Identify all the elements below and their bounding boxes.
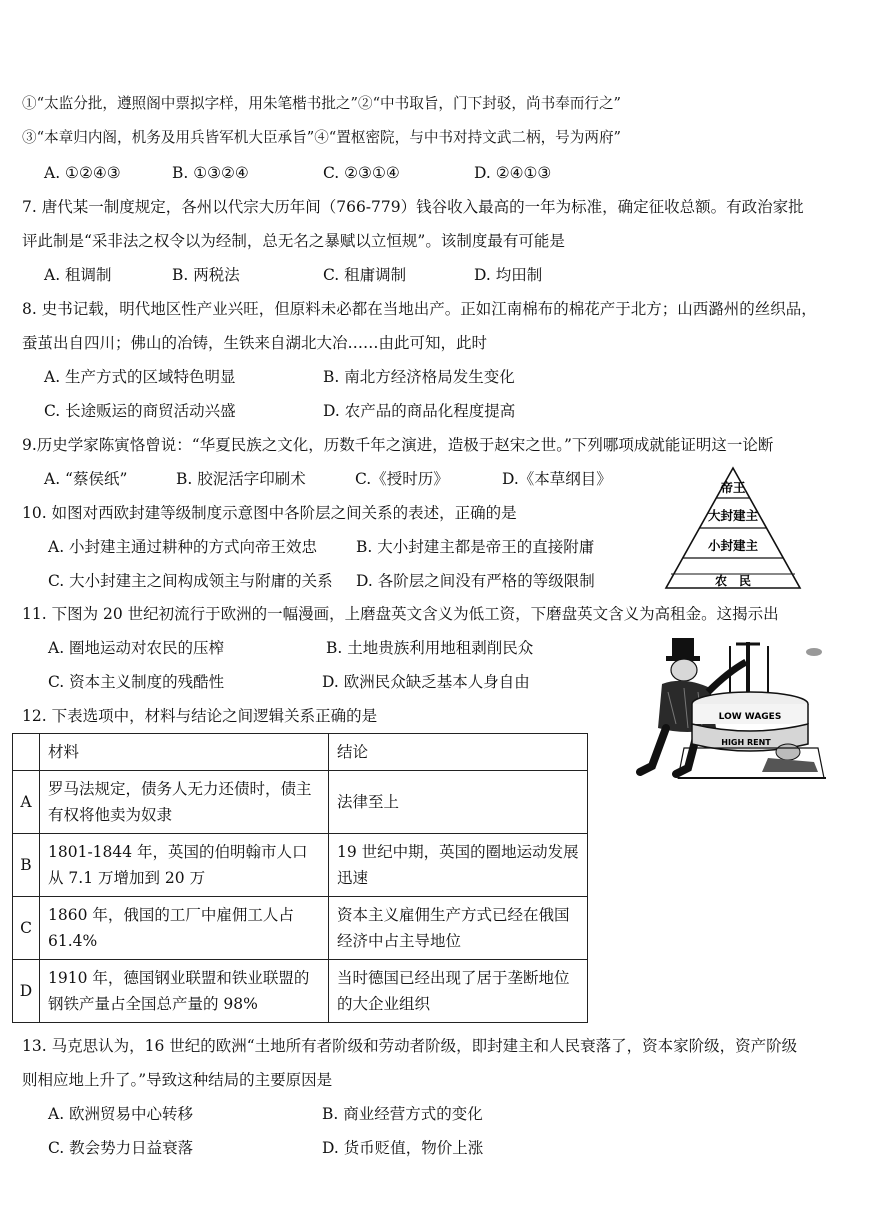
q7-stem-line-1: 7. 唐代某一制度规定，各州以代宗大历年间（766-779）钱谷收入最高的一年为标准，确定征收总额。有政治家批 bbox=[22, 198, 804, 216]
pyramid-level-emperor: 帝王 bbox=[720, 480, 746, 495]
row-d-conclusion: 当时德国已经出现了居于垄断地位的大企业组织 bbox=[329, 960, 588, 1023]
table-row bbox=[13, 834, 588, 897]
table-row bbox=[13, 771, 588, 834]
q7-option-c: C. 租庸调制 bbox=[323, 266, 407, 284]
q8-option-c: C. 长途贩运的商贸活动兴盛 bbox=[44, 402, 236, 420]
row-b-conclusion: 19 世纪中期，英国的圈地运动发展迅速 bbox=[329, 834, 588, 897]
row-label-b: B bbox=[13, 834, 40, 897]
q7-option-a: A. 租调制 bbox=[44, 266, 112, 284]
q12-table bbox=[12, 733, 588, 1023]
pyramid-level-great-lords: 大封建主 bbox=[707, 508, 759, 523]
q10-option-b: B. 大小封建主都是帝王的直接附庸 bbox=[356, 538, 595, 556]
q13-stem-line-1: 13. 马克思认为，16 世纪的欧洲“土地所有者阶级和劳动者阶级，即封建主和人民衰落了，资本家阶级，资产阶级 bbox=[22, 1037, 798, 1055]
q8-option-a: A. 生产方式的区域特色明显 bbox=[44, 368, 236, 386]
row-c-conclusion: 资本主义雇佣生产方式已经在俄国经济中占主导地位 bbox=[329, 897, 588, 960]
q9-option-c: C.《授时历》 bbox=[355, 470, 449, 488]
q10-option-a: A. 小封建主通过耕种的方式向帝王效忠 bbox=[48, 538, 318, 556]
q9-stem: 9.历史学家陈寅恪曾说：“华夏民族之文化，历数千年之演进，造极于赵宋之世。”下列哪项成就能证明这一论断 bbox=[22, 436, 774, 454]
q13-option-b: B. 商业经营方式的变化 bbox=[322, 1105, 483, 1123]
q8-option-b: B. 南北方经济格局发生变化 bbox=[323, 368, 515, 386]
table-header-conclusion: 结论 bbox=[329, 734, 588, 771]
cartoon-lower-stone-label: HIGH RENT bbox=[721, 738, 771, 747]
q13-option-a: A. 欧洲贸易中心转移 bbox=[48, 1105, 194, 1123]
q6-option-b: B. ①③②④ bbox=[172, 164, 249, 182]
q6-line-2: ③“本章归内阁，机务及用兵皆军机大臣承旨”④“置枢密院，与中书对持文武二柄，号为两府” bbox=[22, 129, 622, 146]
table-row bbox=[13, 960, 588, 1023]
row-label-d: D bbox=[13, 960, 40, 1023]
q7-stem-line-2: 评此制是“采非法之权令以为经制，总无名之暴赋以立恒规”。该制度最有可能是 bbox=[22, 232, 565, 250]
q11-option-c: C. 资本主义制度的残酷性 bbox=[48, 673, 225, 691]
q11-option-b: B. 土地贵族利用地租剥削民众 bbox=[326, 639, 534, 657]
q11-option-a: A. 圈地运动对农民的压榨 bbox=[48, 639, 225, 657]
row-a-conclusion: 法律至上 bbox=[329, 771, 588, 834]
q9-option-a: A. “蔡侯纸” bbox=[44, 470, 128, 488]
q7-option-b: B. 两税法 bbox=[172, 266, 240, 284]
row-label-a: A bbox=[13, 771, 40, 834]
row-d-material: 1910 年，德国钢业联盟和铁业联盟的钢铁产量占全国总产量的 98% bbox=[40, 960, 329, 1023]
q8-option-d: D. 农产品的商品化程度提高 bbox=[323, 402, 516, 420]
table-row bbox=[13, 897, 588, 960]
table-header-row bbox=[13, 734, 588, 771]
q6-line-1: ①“太监分批，遵照阁中票拟字样，用朱笔楷书批之”②“中书取旨，门下封驳，尚书奉而行之” bbox=[22, 95, 622, 112]
q10-option-c: C. 大小封建主之间构成领主与附庸的关系 bbox=[48, 572, 333, 590]
q10-option-d: D. 各阶层之间没有严格的等级限制 bbox=[356, 572, 595, 590]
row-label-c: C bbox=[13, 897, 40, 960]
pyramid-level-small-lords: 小封建主 bbox=[707, 538, 759, 553]
table-header-material: 材料 bbox=[40, 734, 329, 771]
row-b-material: 1801-1844 年，英国的伯明翰市人口从 7.1 万增加到 20 万 bbox=[40, 834, 329, 897]
q13-option-d: D. 货币贬值，物价上涨 bbox=[322, 1139, 484, 1157]
q8-stem-line-2: 蚕茧出自四川；佛山的冶铸，生铁来自湖北大冶……由此可知，此时 bbox=[22, 334, 488, 352]
q11-option-d: D. 欧洲民众缺乏基本人身自由 bbox=[322, 673, 530, 691]
q6-option-a: A. ①②④③ bbox=[44, 164, 121, 182]
q13-stem-line-2: 则相应地上升了。”导致这种结局的主要原因是 bbox=[22, 1071, 333, 1089]
q12-stem: 12. 下表选项中，材料与结论之间逻辑关系正确的是 bbox=[22, 707, 378, 725]
pyramid-level-peasants: 农 民 bbox=[714, 574, 752, 588]
q9-option-b: B. 胶泥活字印刷术 bbox=[176, 470, 306, 488]
q11-stem: 11. 下图为 20 世纪初流行于欧洲的一幅漫画，上磨盘英文含义为低工资，下磨盘英文含义为高租金。这揭示出 bbox=[22, 605, 779, 623]
row-c-material: 1860 年，俄国的工厂中雇佣工人占 61.4% bbox=[40, 897, 329, 960]
table-header-blank bbox=[13, 734, 40, 771]
q6-option-c: C. ②③①④ bbox=[323, 164, 400, 182]
q10-stem: 10. 如图对西欧封建等级制度示意图中各阶层之间关系的表述，正确的是 bbox=[22, 504, 517, 522]
q7-option-d: D. 均田制 bbox=[474, 266, 543, 284]
q6-option-d: D. ②④①③ bbox=[474, 164, 552, 182]
q8-stem-line-1: 8. 史书记载，明代地区性产业兴旺，但原料未必都在当地出产。正如江南棉布的棉花产于北方；山西潞州的丝织品， bbox=[22, 300, 817, 318]
millstone-cartoon bbox=[618, 632, 830, 782]
feudal-hierarchy-pyramid bbox=[664, 466, 802, 590]
row-a-material: 罗马法规定，债务人无力还债时，债主有权将他卖为奴隶 bbox=[40, 771, 329, 834]
q9-option-d: D.《本草纲目》 bbox=[502, 470, 612, 488]
cartoon-upper-stone-label: LOW WAGES bbox=[718, 712, 782, 722]
q13-option-c: C. 教会势力日益衰落 bbox=[48, 1139, 194, 1157]
